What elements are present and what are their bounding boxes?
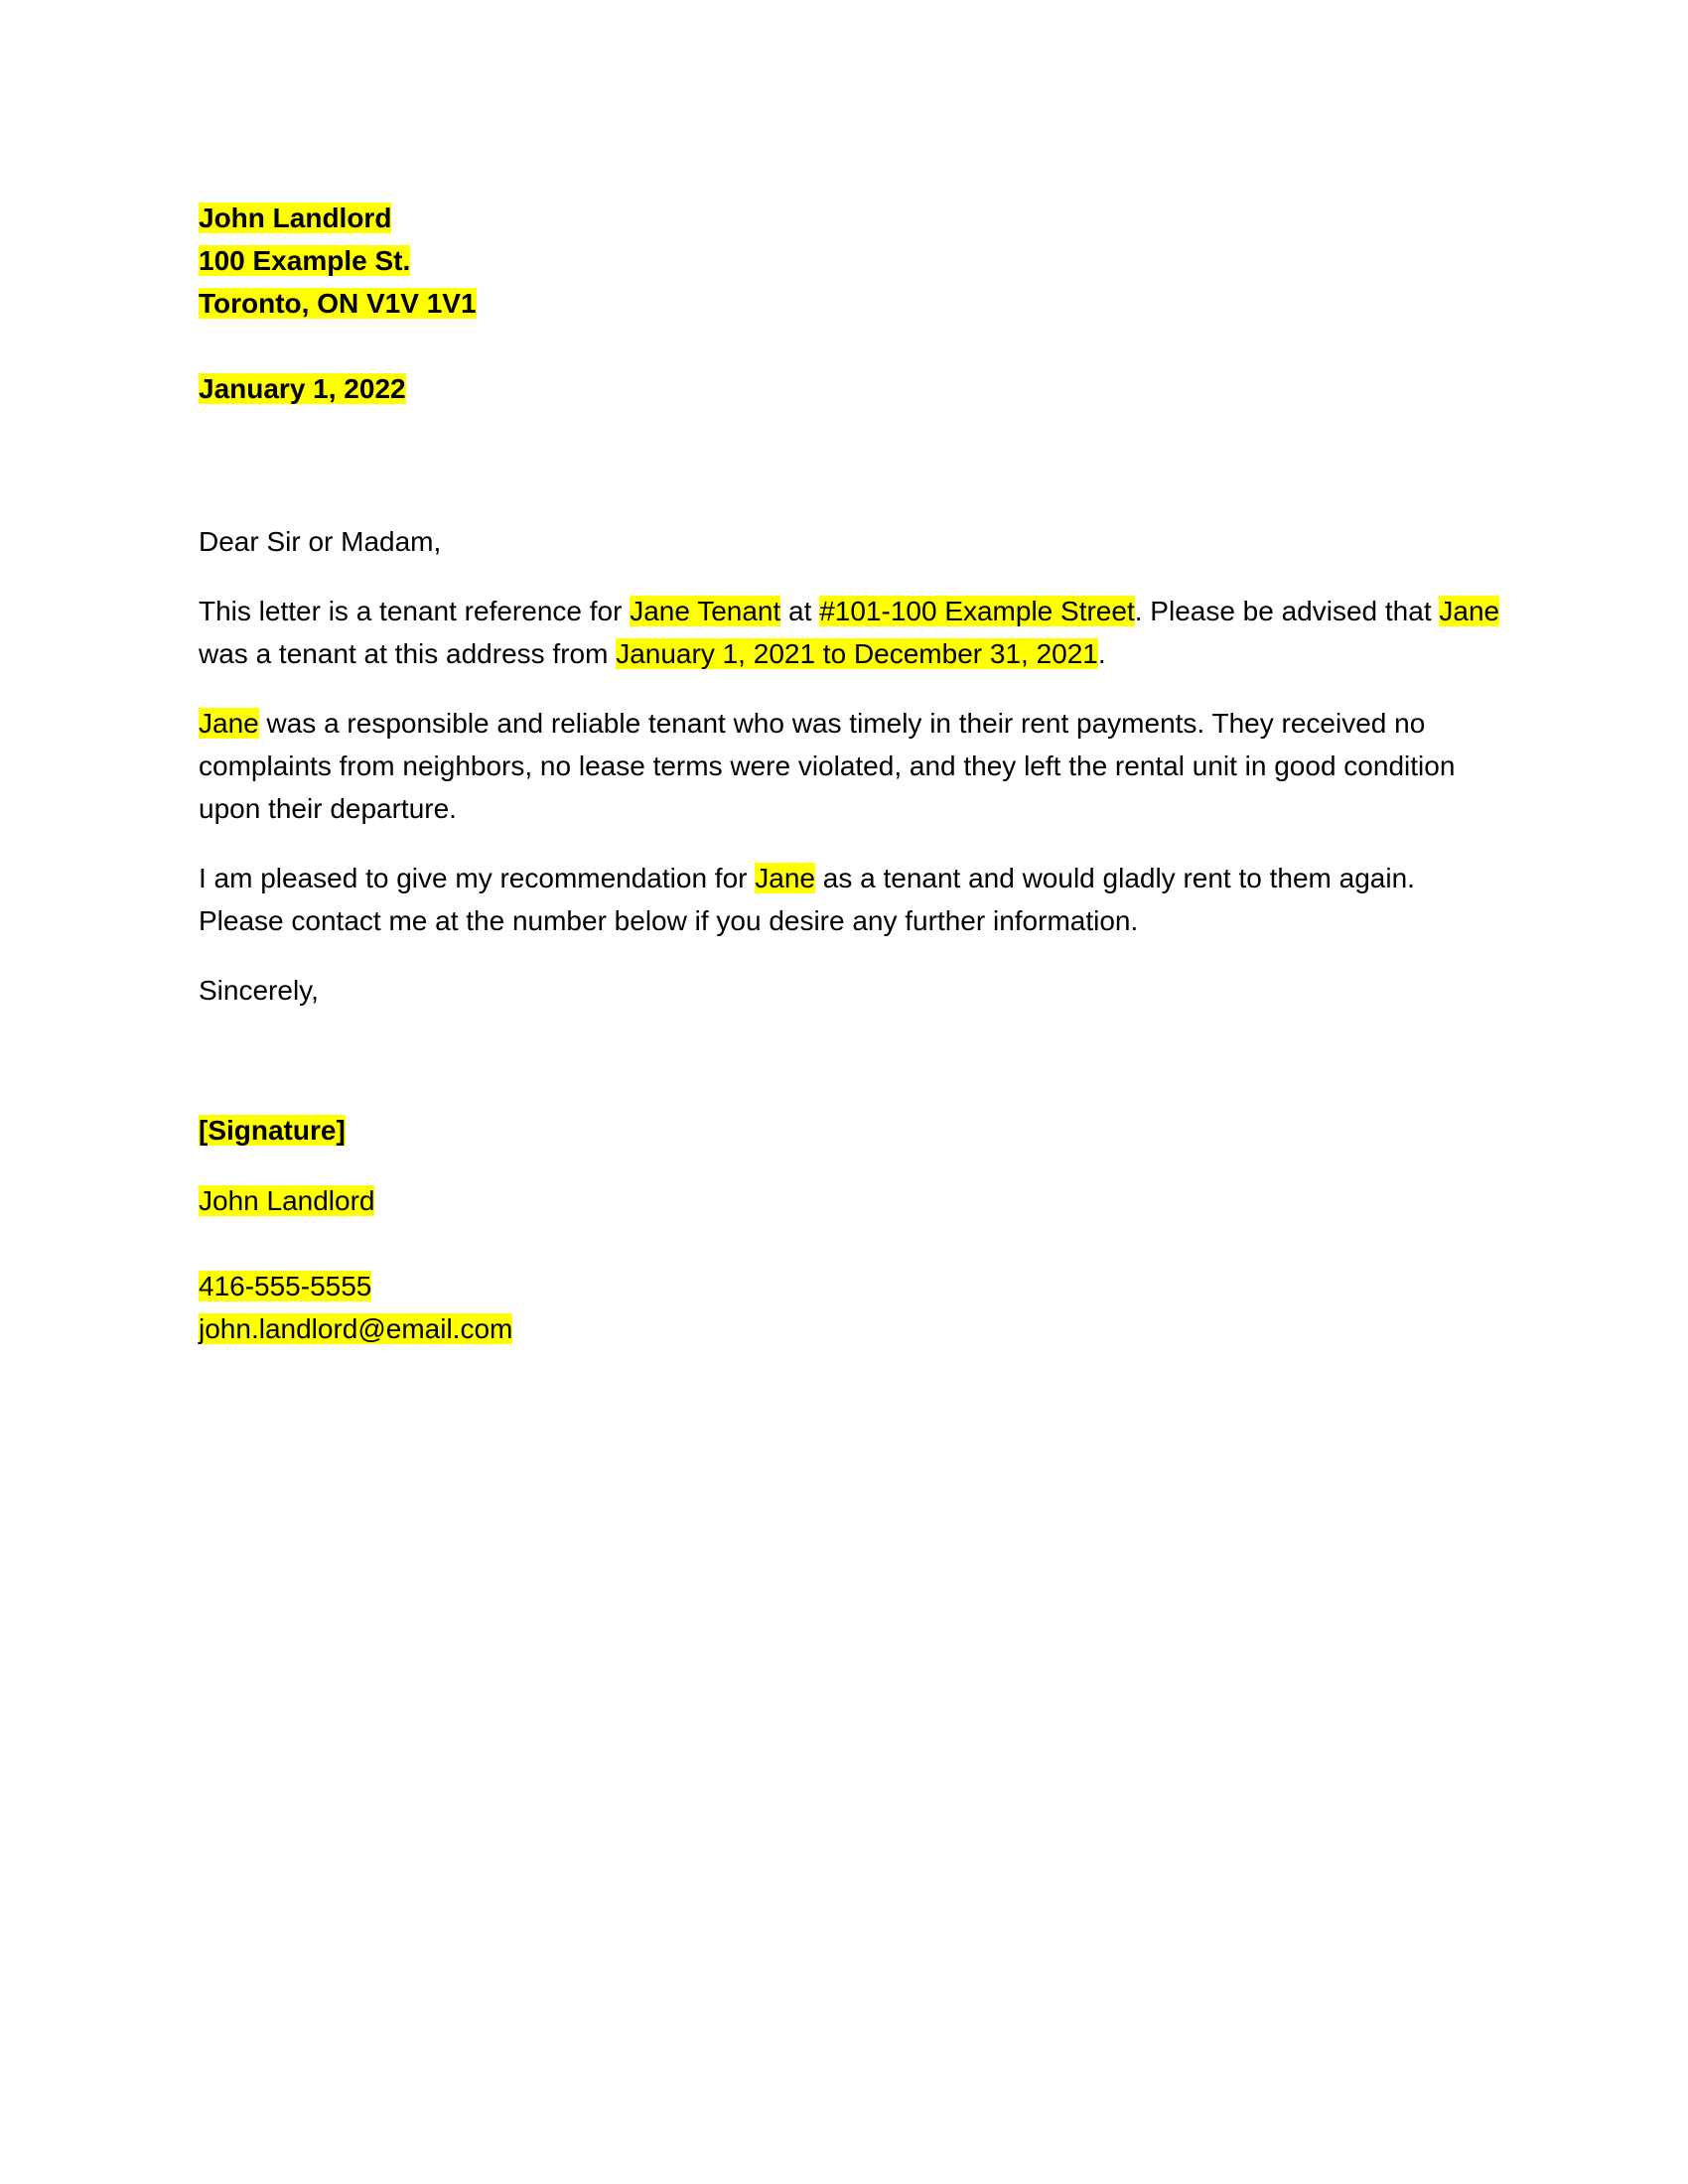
sender-city: Toronto, ON V1V 1V1: [199, 288, 477, 319]
tenant-name: Jane Tenant: [630, 596, 781, 626]
rental-address: #101-100 Example Street: [819, 596, 1135, 626]
paragraph2-line3: upon their departure.: [199, 793, 457, 824]
signature-placeholder: [Signature]: [199, 1115, 346, 1146]
paragraph3-line1: I am pleased to give my recommendation for Jane as a tenant and would gladly rent to them again.: [199, 863, 1415, 893]
paragraph3-line2: Please contact me at the number below if you desire any further information.: [199, 905, 1139, 936]
phone-number: 416-555-5555: [199, 1271, 372, 1301]
paragraph2-line2: complaints from neighbors, no lease terms were violated, and they left the rental unit in good condition: [199, 751, 1456, 781]
tenant-first-name: Jane: [755, 863, 815, 893]
date-line: [199, 367, 406, 410]
paragraph1-line2: was a tenant at this address from January 1, 2021 to December 31, 2021.: [199, 638, 1106, 669]
sender-name-line: [199, 197, 391, 239]
paragraph2-line1: Jane was a responsible and reliable tenant who was timely in their rent payments. They received no: [199, 708, 1426, 739]
signer-name: John Landlord: [199, 1185, 375, 1216]
tenancy-period: January 1, 2021 to December 31, 2021: [616, 638, 1098, 669]
closing: Sincerely,: [199, 975, 319, 1006]
salutation: Dear Sir or Madam,: [199, 526, 442, 557]
tenant-first-name: Jane: [199, 708, 259, 739]
paragraph1-line1: This letter is a tenant reference for Jane Tenant at #101-100 Example Street. Please be advised that Jane: [199, 596, 1500, 626]
sender-city-line: [199, 282, 477, 325]
email-line: [199, 1307, 512, 1350]
sender-street-line: [199, 239, 410, 282]
phone-line: [199, 1265, 371, 1307]
signer-name-line: [199, 1179, 374, 1222]
letter-date: January 1, 2022: [199, 373, 406, 404]
signature-line: [199, 1109, 346, 1152]
sender-street: 100 Example St.: [199, 245, 411, 276]
sender-name: John Landlord: [199, 203, 392, 233]
tenant-first-name: Jane: [1439, 596, 1500, 626]
email-address: john.landlord@email.com: [199, 1313, 513, 1344]
